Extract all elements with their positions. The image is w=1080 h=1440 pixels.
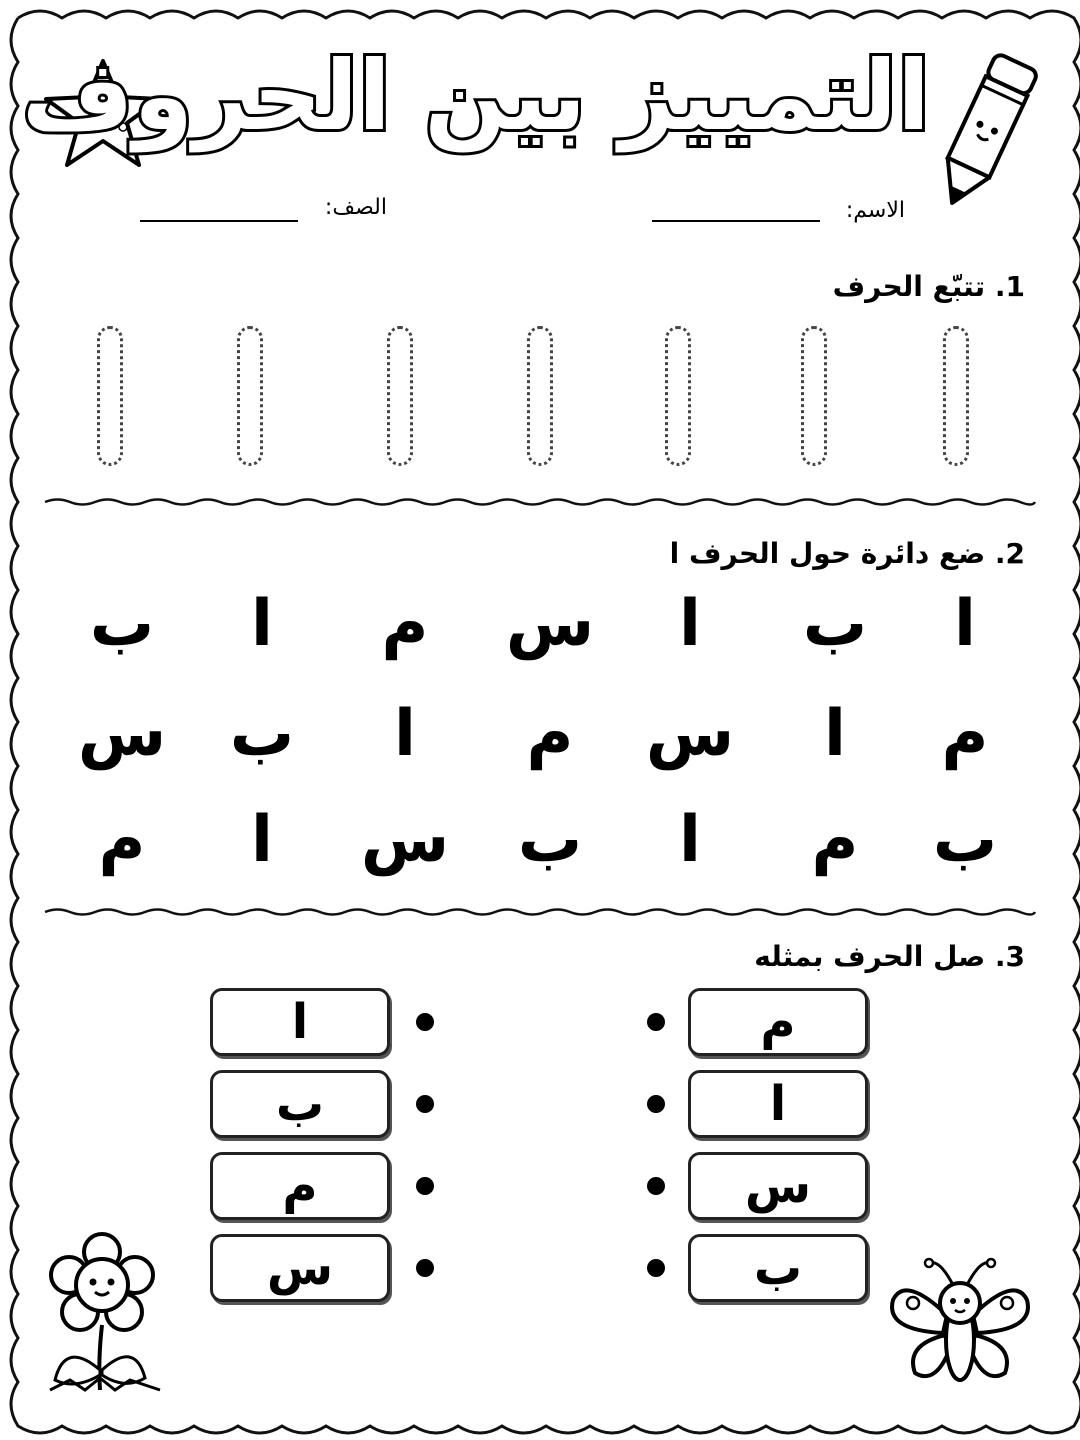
left-letter-box: س xyxy=(210,1234,390,1302)
grid-letter[interactable]: م xyxy=(381,587,429,661)
right-connect-dot[interactable] xyxy=(647,1177,665,1195)
name-label: الاسم: xyxy=(845,198,905,223)
section-divider-1 xyxy=(45,500,1035,505)
grid-letter[interactable]: م xyxy=(811,803,859,877)
left-letter-box: م xyxy=(210,1152,390,1220)
trace-letter[interactable] xyxy=(237,326,263,466)
flower-icon xyxy=(40,1230,170,1395)
left-letter-box: ا xyxy=(210,988,390,1056)
butterfly-icon xyxy=(885,1255,1035,1395)
trace-letter[interactable] xyxy=(387,326,413,466)
left-connect-dot[interactable] xyxy=(416,1177,434,1195)
grid-letter[interactable]: ا xyxy=(251,587,273,661)
name-line[interactable] xyxy=(652,220,820,222)
grid-letter[interactable]: ا xyxy=(954,587,976,661)
grid-letter[interactable]: م xyxy=(941,697,989,771)
left-connect-dot[interactable] xyxy=(416,1013,434,1031)
class-label: الصف: xyxy=(324,195,387,220)
grid-letter[interactable]: م xyxy=(98,803,146,877)
trace-letter[interactable] xyxy=(943,326,969,466)
right-letter-box: ا xyxy=(688,1070,868,1138)
right-connect-dot[interactable] xyxy=(647,1095,665,1113)
page-title: التمييز بين الحروف xyxy=(21,40,930,152)
grid-letter[interactable]: ا xyxy=(679,587,701,661)
section1-title: 1. تتبّع الحرف xyxy=(832,270,1025,303)
section2-title: 2. ضع دائرة حول الحرف ا xyxy=(669,537,1025,570)
grid-letter[interactable]: ب xyxy=(229,697,295,771)
trace-letter[interactable] xyxy=(527,326,553,466)
trace-letter[interactable] xyxy=(665,326,691,466)
grid-letter[interactable]: ا xyxy=(824,697,846,771)
grid-letter[interactable]: س xyxy=(505,587,595,661)
section3-title: 3. صل الحرف بمثله xyxy=(754,940,1025,973)
grid-letter[interactable]: س xyxy=(77,697,167,771)
trace-letter[interactable] xyxy=(97,326,123,466)
pencil-icon xyxy=(925,45,1045,215)
grid-letter[interactable]: ب xyxy=(517,803,583,877)
grid-letter[interactable]: س xyxy=(360,803,450,877)
section-divider-2 xyxy=(45,910,1035,915)
grid-letter[interactable]: م xyxy=(526,697,574,771)
grid-letter[interactable]: ب xyxy=(802,587,868,661)
left-letter-box: ب xyxy=(210,1070,390,1138)
class-line[interactable] xyxy=(140,220,298,222)
right-letter-box: س xyxy=(688,1152,868,1220)
right-letter-box: ب xyxy=(688,1234,868,1302)
trace-letter[interactable] xyxy=(801,326,827,466)
right-connect-dot[interactable] xyxy=(647,1013,665,1031)
right-letter-box: م xyxy=(688,988,868,1056)
grid-letter[interactable]: ب xyxy=(932,803,998,877)
left-connect-dot[interactable] xyxy=(416,1259,434,1277)
grid-letter[interactable]: س xyxy=(645,697,735,771)
right-connect-dot[interactable] xyxy=(647,1259,665,1277)
grid-letter[interactable]: ب xyxy=(89,587,155,661)
grid-letter[interactable]: ا xyxy=(679,803,701,877)
grid-letter[interactable]: ا xyxy=(394,697,416,771)
left-connect-dot[interactable] xyxy=(416,1095,434,1113)
grid-letter[interactable]: ا xyxy=(251,803,273,877)
